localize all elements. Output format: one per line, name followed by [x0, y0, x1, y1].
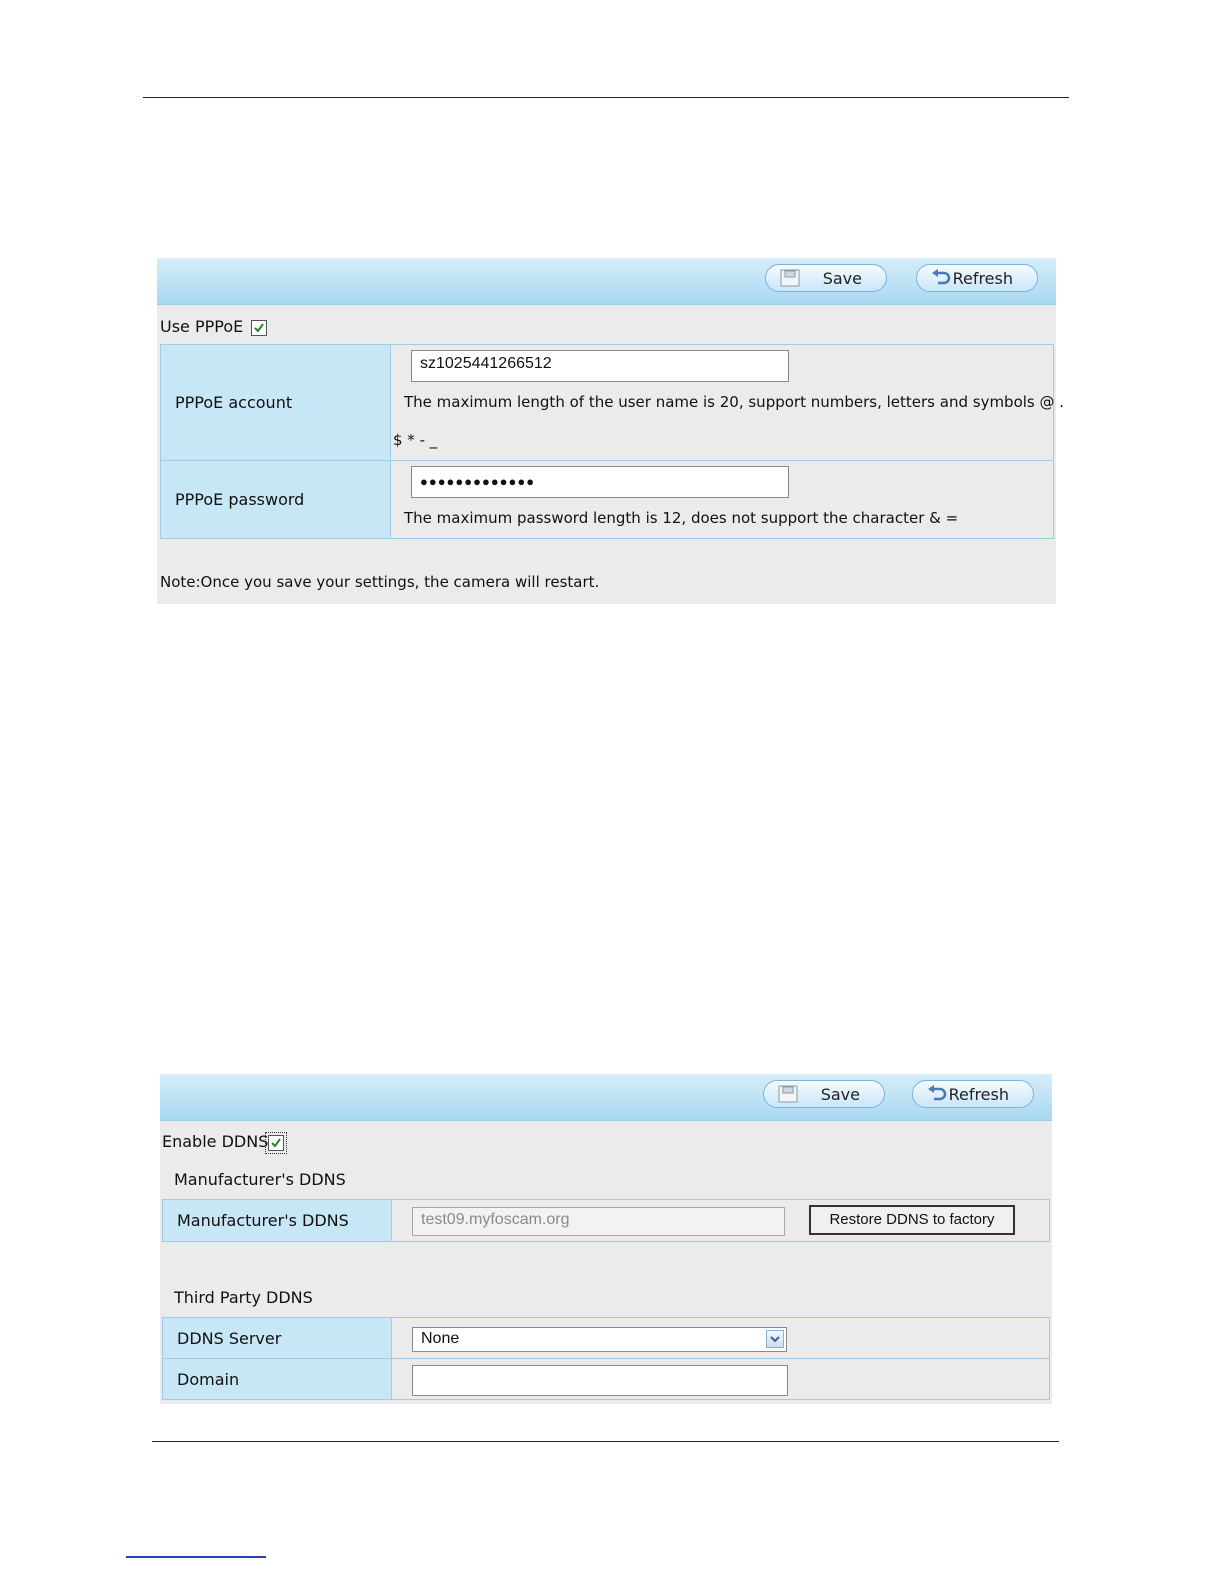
- save-icon: [778, 1085, 798, 1103]
- bottom-rule: [152, 1441, 1059, 1442]
- manufacturer-ddns-table: [162, 1199, 1050, 1242]
- domain-cell: [392, 1359, 1050, 1400]
- ddns-save-button-label: Save: [820, 1085, 860, 1104]
- pppoe-password-input[interactable]: ●●●●●●●●●●●●●: [411, 466, 789, 498]
- enable-ddns-label: Enable DDNS: [162, 1132, 269, 1151]
- save-icon: [780, 269, 800, 287]
- third-party-ddns-section-title: Third Party DDNS: [174, 1288, 313, 1307]
- pppoe-password-label: PPPoE password: [161, 461, 391, 539]
- ddns-server-select[interactable]: [412, 1327, 787, 1352]
- ddns-server-cell: [392, 1318, 1050, 1359]
- use-pppoe-label: Use PPPoE: [160, 317, 244, 336]
- enable-ddns-row: [162, 1132, 284, 1151]
- pppoe-password-hint: The maximum password length is 12, does not support the character & =: [404, 509, 959, 527]
- ddns-server-row: [163, 1318, 1050, 1359]
- chevron-down-icon[interactable]: [766, 1330, 784, 1348]
- ddns-save-button[interactable]: [763, 1080, 885, 1108]
- pppoe-account-label: PPPoE account: [161, 345, 391, 461]
- pppoe-form-table: [160, 344, 1065, 539]
- enable-ddns-checkbox[interactable]: [268, 1135, 284, 1151]
- ddns-refresh-button-label: Refresh: [948, 1085, 1009, 1104]
- manufacturer-ddns-row: [163, 1200, 1050, 1242]
- pppoe-account-row: [161, 345, 1054, 461]
- pppoe-note: Note:Once you save your settings, the camera will restart.: [160, 573, 600, 591]
- refresh-icon: [931, 269, 951, 287]
- manufacturer-ddns-input: test09.myfoscam.org: [412, 1207, 785, 1236]
- manufacturer-ddns-section-title: Manufacturer's DDNS: [174, 1170, 346, 1189]
- save-button[interactable]: [765, 264, 887, 292]
- use-pppoe-row: [160, 317, 267, 336]
- third-party-ddns-table: [162, 1317, 1050, 1400]
- check-icon: [253, 322, 265, 334]
- use-pppoe-checkbox[interactable]: [251, 320, 267, 336]
- pppoe-account-cell: [391, 345, 1065, 461]
- pppoe-account-hint-cont: $ * - _: [393, 431, 438, 449]
- domain-row: [163, 1359, 1050, 1400]
- refresh-button[interactable]: [916, 264, 1038, 292]
- pppoe-password-row: [161, 461, 1054, 539]
- pppoe-toolbar: [157, 258, 1056, 305]
- ddns-panel: [160, 1074, 1052, 1404]
- refresh-button-label: Refresh: [952, 269, 1013, 288]
- domain-input[interactable]: [412, 1365, 788, 1396]
- manufacturer-ddns-row-label: Manufacturer's DDNS: [163, 1200, 392, 1242]
- footer-link-underline[interactable]: [126, 1556, 266, 1558]
- ddns-toolbar: [160, 1074, 1052, 1121]
- pppoe-password-cell: [391, 461, 1054, 539]
- manufacturer-ddns-cell: [392, 1200, 1050, 1242]
- check-icon: [270, 1137, 282, 1149]
- ddns-server-value: None: [421, 1330, 460, 1347]
- refresh-icon: [927, 1085, 947, 1103]
- restore-ddns-button[interactable]: Restore DDNS to factory: [809, 1205, 1015, 1235]
- pppoe-account-input[interactable]: sz1025441266512: [411, 350, 789, 382]
- ddns-server-label: DDNS Server: [163, 1318, 392, 1359]
- domain-label: Domain: [163, 1359, 392, 1400]
- save-button-label: Save: [822, 269, 862, 288]
- top-rule: [143, 97, 1069, 98]
- pppoe-account-hint: The maximum length of the user name is 20, support numbers, letters and symbols @ .: [404, 393, 1065, 411]
- ddns-refresh-button[interactable]: [912, 1080, 1034, 1108]
- pppoe-panel: [157, 258, 1065, 604]
